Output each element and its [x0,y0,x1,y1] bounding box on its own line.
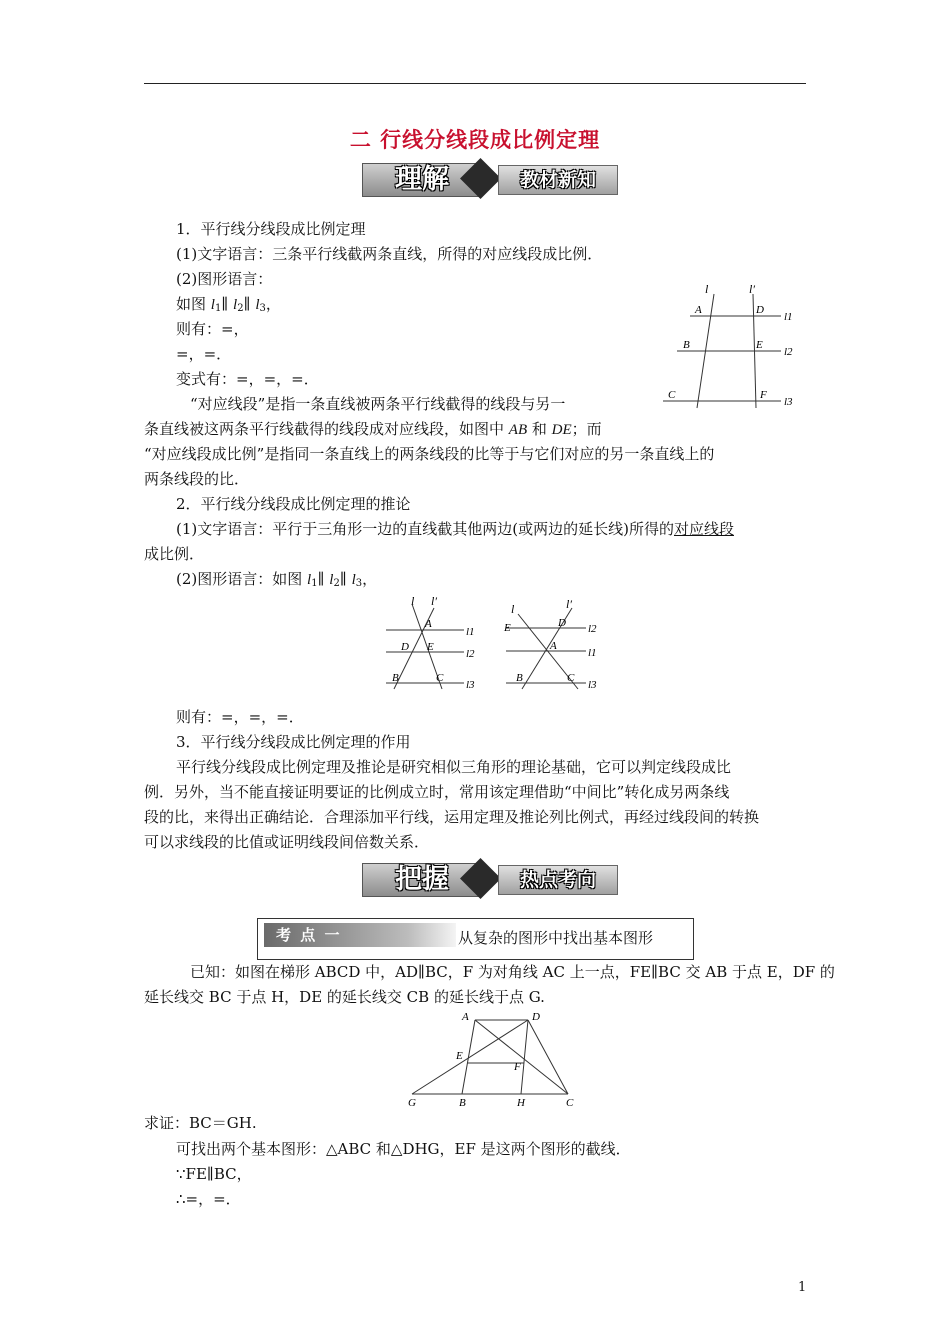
section1-then: 则有：=， [176,320,249,338]
solution-step1: 可找出两个基本图形：△ABC 和△DHG，EF 是这两个图形的截线． [176,1140,631,1158]
fig3-label-l2: l2 [588,623,597,635]
fig1-label-l: l [705,282,709,296]
fig3-label-A: A [550,640,557,652]
problem-given-line1: 已知：如图在梯形 ABCD 中，AD∥BC，F 为对角线 AC 上一点，FE∥BC 交 AB 于点 E，DF 的 [190,963,835,981]
fig3-label-B: B [516,672,523,684]
fig2-label-D: D [401,641,409,653]
figure-parallel-lines-1 [655,280,805,415]
fig4-label-E: E [456,1050,463,1062]
figure-corollary-triangle [382,594,492,694]
fig3-label-E: E [504,622,511,634]
fig1-label-l2: l2 [784,346,793,358]
fig2-label-E: E [427,641,434,653]
section1-variants: 变式有：=，=，=． [176,370,319,388]
fig3-label-l1: l1 [588,647,597,659]
fig2-label-l3: l3 [466,679,475,691]
section-banner-understand [362,160,622,198]
banner-right-label: 热点考向 [498,865,618,895]
section1-heading: 1．平行线分线段成比例定理 [176,220,366,238]
topic-tag: 考 点 一 [264,923,456,947]
fig1-label-l3: l3 [784,396,793,408]
fig2-label-C: C [436,672,444,684]
fig1-label-A: A [695,304,702,316]
figure-trapezoid [400,1008,590,1108]
fig1-label-l-prime: l′ [749,282,755,296]
fig2-label-l-prime: l′ [431,594,437,608]
section3-line4: 可以求线段的比值或证明线段间倍数关系． [144,833,430,851]
figure-corollary-crossed [502,594,612,694]
fig2-label-l2: l2 [466,648,475,660]
fig4-label-C: C [566,1097,574,1108]
topic-title: 从复杂的图形中找出基本图形 [458,929,654,947]
header-rule [144,83,806,84]
banner-left-label: 理解 [362,163,482,197]
section2-then: 则有：=，=，=． [176,708,304,726]
fig3-label-D: D [558,617,566,629]
section3-line2: 例．另外，当不能直接证明要证的比例成立时，常用该定理借助“中间比”转化成另两条线 [144,783,730,801]
section1-note-line3: “对应线段成比例”是指同一条直线上的两条线段的比等于与它们对应的另一条直线上的 [144,445,715,463]
section3-line3: 段的比，来得出正确结论．合理添加平行线，运用定理及推论列比例式，再经过线段间的转换 [144,808,760,826]
section3-heading: 3．平行线分线段成比例定理的作用 [176,733,411,751]
fig1-label-D: D [756,304,764,316]
section1-text-language: (1)文字语言：三条平行线截两条直线，所得的对应线段成比例． [176,245,603,263]
fig1-label-F: F [760,389,767,401]
section1-note-line2: 条直线被这两条平行线截得的线段成对应线段，如图中 AB 和 DE；而 [144,420,602,438]
section3-line1: 平行线分线段成比例定理及推论是研究相似三角形的理论基础，它可以判定线段成比 [176,758,732,776]
fig4-label-D: D [532,1011,540,1023]
topic-box [257,918,694,960]
section2-text-language: (1)文字语言：平行于三角形一边的直线截其他两边(或两边的延长线)所得的对应线段 [176,520,734,538]
fig4-label-F: F [514,1061,521,1073]
fig3-label-l-prime: l′ [566,597,572,611]
banner-left-label: 把握 [362,863,482,897]
solution-step2: ∵FE∥BC， [176,1165,252,1183]
fig4-label-G: G [408,1097,416,1108]
fig4-label-H: H [517,1097,525,1108]
section1-note-line4: 两条线段的比． [144,470,250,488]
section2-proportional: 成比例． [144,545,205,563]
fig1-label-E: E [756,339,763,351]
section1-ratios: =，=． [176,345,232,363]
fig3-label-C: C [567,672,575,684]
fig2-label-l: l [411,594,415,608]
fig3-label-l: l [511,602,515,616]
page-number: 1 [798,1280,807,1295]
section2-figure-language: (2)图形语言：如图 $l_1\parallel$ $l_2\parallel$ $l_3$， [176,570,378,589]
fig3-label-l3: l3 [588,679,597,691]
section1-as-figure: 如图 $l_1\parallel$ $l_2\parallel$ $l_3$， [176,295,281,314]
page-title: 二 行线分线段成比例定理 [349,127,601,152]
fig1-label-l1: l1 [784,311,793,323]
fig2-label-B: B [392,672,399,684]
fig2-label-l1: l1 [466,626,475,638]
fig2-label-A: A [425,618,432,630]
solution-step3: ∴=，=． [176,1190,241,1208]
section1-note-line1: “对应线段”是指一条直线被两条平行线截得的线段与另一 [190,395,566,413]
banner-right-label: 教材新知 [498,165,618,195]
fig1-label-B: B [683,339,690,351]
section1-figure-language: (2)图形语言： [176,270,273,288]
section-banner-master [362,860,622,898]
fig4-label-A: A [462,1011,469,1023]
fig1-label-C: C [668,389,676,401]
problem-given-line2: 延长线交 BC 于点 H，DE 的延长线交 CB 的延长线于点 G. [144,988,545,1006]
section2-heading: 2．平行线分线段成比例定理的推论 [176,495,411,513]
fig4-label-B: B [459,1097,466,1108]
problem-prove: 求证：BC＝GH. [144,1114,257,1132]
